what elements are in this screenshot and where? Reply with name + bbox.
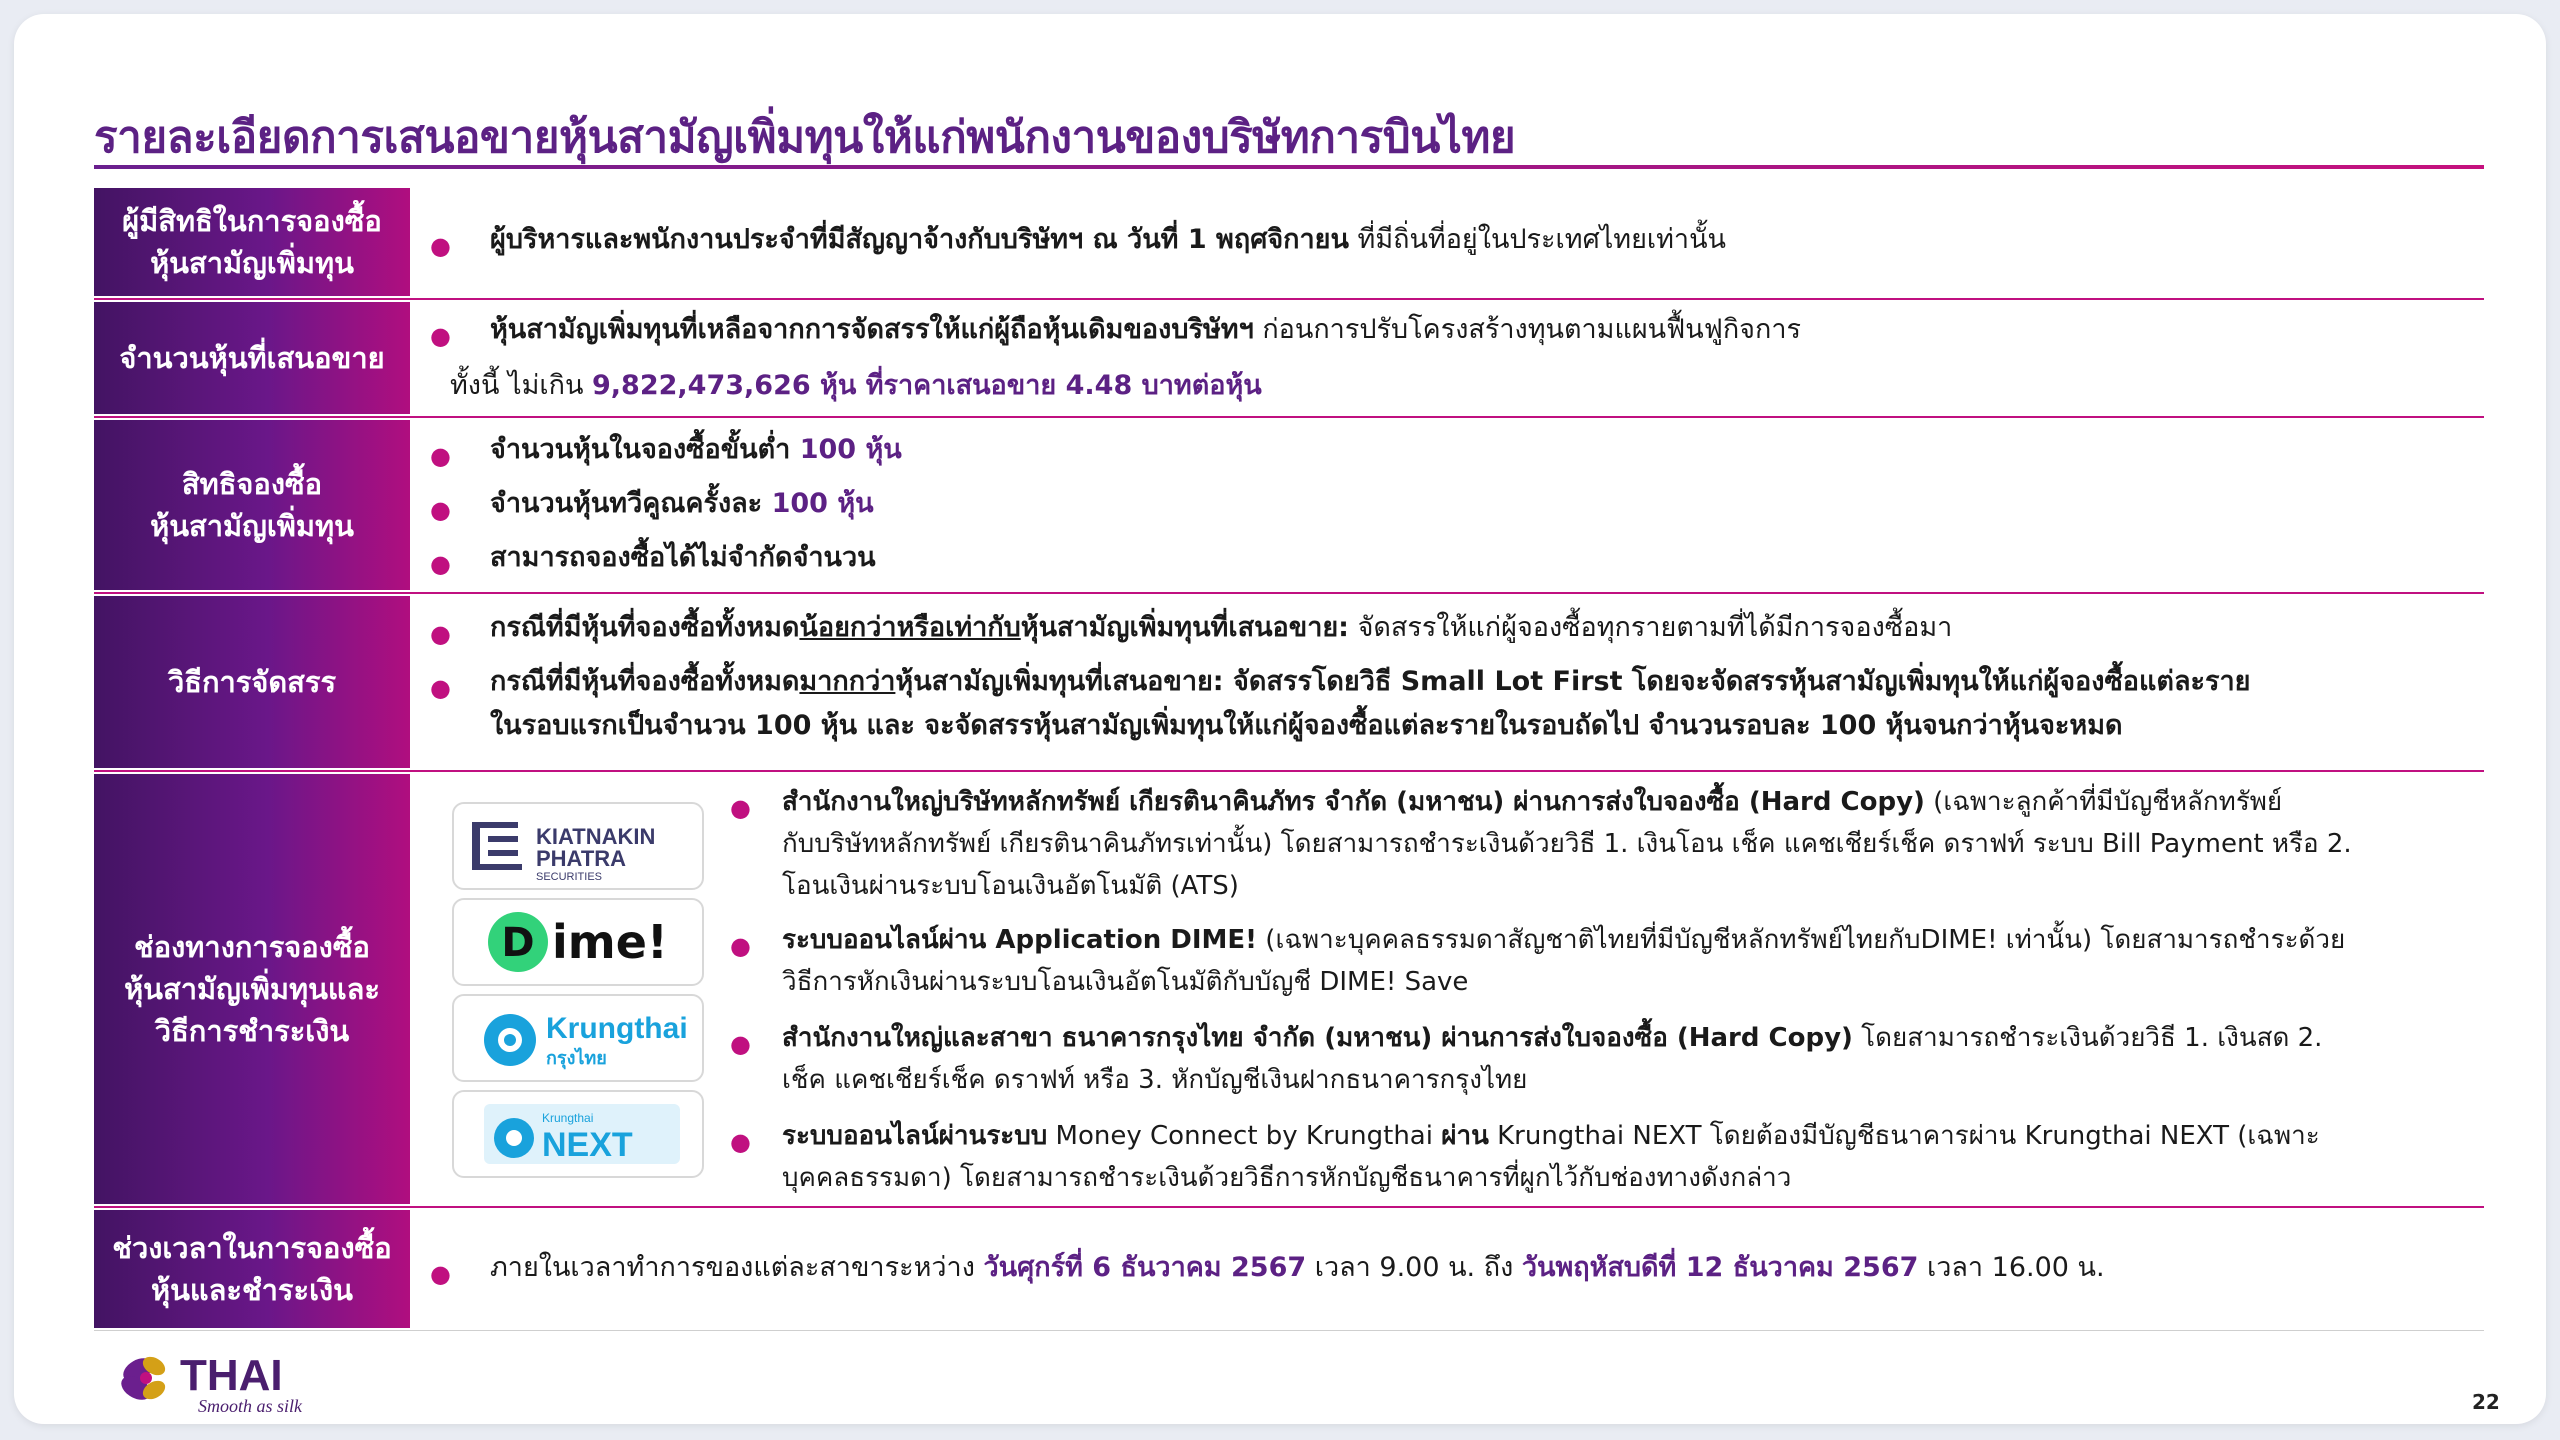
- svg-text:Krungthai: Krungthai: [546, 1012, 688, 1045]
- bullet-text: สำนักงานใหญ่และสาขา ธนาคารกรุงไทย จำกัด (มหาชน) ผ่านการส่งใบจองซื้อ (Hard Copy) โดยสามารถชำระเงินด้วยวิธี 1. เงินสด 2.: [782, 1023, 2323, 1053]
- row-label: ช่วงเวลาในการจองซื้อ หุ้นและชำระเงิน: [94, 1210, 410, 1328]
- svg-text:NEXT: NEXT: [542, 1126, 633, 1164]
- bullet-text-cont: ในรอบแรกเป็นจำนวน 100 หุ้น และ จะจัดสรรหุ้นสามัญเพิ่มทุนให้แก่ผู้จองซื้อแต่ละรายในรอบถัดไป จำนวนรอบละ 100 หุ้นจนกว่าหุ้นจะหมด: [490, 710, 2123, 741]
- row-divider: [94, 298, 2484, 300]
- bullet-text: หุ้นสามัญเพิ่มทุนที่เหลือจากการจัดสรรให้แก่ผู้ถือหุ้นเดิมของบริษัทฯ ก่อนการปรับโครงสร้างทุนตามแผนฟื้นฟูกิจการ: [490, 314, 1801, 345]
- bullet-icon: ●: [730, 932, 751, 960]
- table-row: [94, 1210, 2484, 1328]
- row-divider: [94, 770, 2484, 772]
- page-title: รายละเอียดการเสนอขายหุ้นสามัญเพิ่มทุนให้แก่พนักงานของบริษัทการบินไทย: [94, 112, 1516, 163]
- kiatnakin-phatra-logo-icon: [454, 804, 702, 888]
- bullet-text: สำนักงานใหญ่บริษัทหลักทรัพย์ เกียรตินาคินภัทร จำกัด (มหาชน) ผ่านการส่งใบจองซื้อ (Hard Copy) (เฉพาะลูกค้าที่มีบัญชีหลักทรัพย์: [782, 787, 2283, 817]
- bullet-icon: ●: [430, 550, 451, 578]
- bullet-text-cont: วิธีการหักเงินผ่านระบบโอนเงินอัตโนมัติกับบัญชี DIME! Save: [782, 967, 1469, 997]
- offer-amount-text: ทั้งนี้ ไม่เกิน 9,822,473,626 หุ้น ที่ราคาเสนอขาย 4.48 บาทต่อหุ้น: [450, 370, 1262, 401]
- dime-logo: [452, 898, 704, 986]
- svg-text:กรุงไทย: กรุงไทย: [546, 1048, 607, 1069]
- bullet-text-cont: เช็ค แคชเชียร์เช็ค ดราฟท์ หรือ 3. หักบัญชีเงินฝากธนาคารกรุงไทย: [782, 1065, 1528, 1095]
- svg-text:D: D: [501, 920, 535, 966]
- row-divider: [94, 416, 2484, 418]
- row-divider: [94, 592, 2484, 594]
- table-row: [94, 774, 2484, 1204]
- svg-text:SECURITIES: SECURITIES: [536, 871, 603, 883]
- row-content: [730, 774, 2484, 1204]
- bullet-icon: ●: [430, 442, 451, 470]
- svg-text:PHATRA: PHATRA: [536, 846, 627, 871]
- krungthai-logo: [452, 994, 704, 1082]
- table-row: [94, 188, 2484, 296]
- bullet-text: ระบบออนไลน์ผ่าน Application DIME! (เฉพาะบุคคลธรรมดาสัญชาติไทยที่มีบัญชีหลักทรัพย์ไทยกับDIME! เท่านั้น) โดยสามารถชำระด้วย: [782, 925, 2346, 955]
- dime-logo-icon: [454, 900, 702, 984]
- row-label: วิธีการจัดสรร: [94, 596, 410, 768]
- row-label: ผู้มีสิทธิในการจองซื้อ หุ้นสามัญเพิ่มทุน: [94, 188, 410, 296]
- row-content: [430, 596, 2484, 768]
- bullet-icon: ●: [430, 232, 451, 260]
- svg-text:ime!: ime!: [552, 915, 668, 969]
- table-row: [94, 596, 2484, 768]
- bullet-text: สามารถจองซื้อได้ไม่จำกัดจำนวน: [490, 542, 876, 573]
- bullet-text: ผู้บริหารและพนักงานประจำที่มีสัญญาจ้างกับบริษัทฯ ณ วันที่ 1 พฤศจิกายน ที่มีถิ่นที่อยู่ในประเทศไทยเท่านั้น: [490, 224, 1727, 255]
- bullet-icon: ●: [730, 1128, 751, 1156]
- row-divider: [94, 1330, 2484, 1331]
- row-label: สิทธิจองซื้อ หุ้นสามัญเพิ่มทุน: [94, 420, 410, 590]
- page-number: 22: [2472, 1390, 2500, 1414]
- bullet-text-cont: โอนเงินผ่านระบบโอนเงินอัตโนมัติ (ATS): [782, 871, 1239, 901]
- bullet-icon: ●: [730, 1030, 751, 1058]
- slide: [14, 14, 2546, 1424]
- bullet-text: ภายในเวลาทำการของแต่ละสาขาระหว่าง วันศุกร์ที่ 6 ธันวาคม 2567 เวลา 9.00 น. ถึง วันพฤหัสบดีที่ 12 ธันวาคม 2567 เวลา 16.00 น.: [490, 1252, 2105, 1283]
- row-content: [430, 188, 2484, 296]
- title-underline: [94, 165, 2484, 169]
- bullet-text: จำนวนหุ้นในจองซื้อขั้นต่ำ 100 หุ้น: [490, 434, 902, 465]
- table-row: [94, 302, 2484, 414]
- svg-text:Krungthai: Krungthai: [542, 1111, 594, 1125]
- bullet-text-cont: กับบริษัทหลักทรัพย์ เกียรตินาคินภัทรเท่านั้น) โดยสามารถชำระเงินด้วยวิธี 1. เงินโอน เช็ค แคชเชียร์เช็ค ดราฟท์ ระบบ Bill Payment หรือ 2.: [782, 829, 2352, 859]
- bullet-text: กรณีที่มีหุ้นที่จองซื้อทั้งหมดน้อยกว่าหรือเท่ากับหุ้นสามัญเพิ่มทุนที่เสนอขาย: จัดสรรให้แก่ผู้จองซื้อทุกรายตามที่ได้มีการจองซื้อมา: [490, 612, 1953, 643]
- bullet-icon: ●: [430, 1260, 451, 1288]
- bullet-text-cont: บุคคลธรรมดา) โดยสามารถชำระเงินด้วยวิธีการหักบัญชีธนาคารที่ผูกไว้กับช่องทางดังกล่าว: [782, 1163, 1792, 1193]
- thai-orchid-icon: [114, 1346, 334, 1416]
- bullet-icon: ●: [430, 496, 451, 524]
- bullet-text: กรณีที่มีหุ้นที่จองซื้อทั้งหมดมากกว่าหุ้นสามัญเพิ่มทุนที่เสนอขาย: จัดสรรโดยวิธี Small Lot First โดยจะจัดสรรหุ้นสามัญเพิ่มทุนให้แก่ผู้จองซื้อแต่ละราย: [490, 666, 2251, 697]
- row-label: ช่องทางการจองซื้อ หุ้นสามัญเพิ่มทุนและ วิธีการชำระเงิน: [94, 774, 410, 1204]
- svg-text:KIATNAKIN: KIATNAKIN: [536, 824, 656, 849]
- table-row: [94, 420, 2484, 590]
- row-label: จำนวนหุ้นที่เสนอขาย: [94, 302, 410, 414]
- row-content: [430, 302, 2484, 414]
- bullet-icon: ●: [430, 620, 451, 648]
- bullet-icon: ●: [730, 794, 751, 822]
- bullet-text: ระบบออนไลน์ผ่านระบบ Money Connect by Krungthai ผ่าน Krungthai NEXT โดยต้องมีบัญชีธนาคารผ่าน Krungthai NEXT (เฉพาะ: [782, 1121, 2320, 1151]
- krungthai-logo-icon: [454, 996, 702, 1080]
- bullet-icon: ●: [430, 322, 451, 350]
- kiatnakin-phatra-logo: [452, 802, 704, 890]
- row-content: [430, 420, 2484, 590]
- row-divider: [94, 1206, 2484, 1208]
- row-content: [430, 1210, 2484, 1328]
- bullet-text: จำนวนหุ้นทวีคูณครั้งละ 100 หุ้น: [490, 488, 874, 519]
- svg-text:THAI: THAI: [180, 1351, 283, 1400]
- krungthai-next-logo-icon: [454, 1092, 702, 1176]
- krungthai-next-logo: [452, 1090, 704, 1178]
- svg-text:Smooth as silk: Smooth as silk: [198, 1396, 303, 1416]
- bullet-icon: ●: [430, 674, 451, 702]
- thai-airways-logo: [114, 1346, 334, 1420]
